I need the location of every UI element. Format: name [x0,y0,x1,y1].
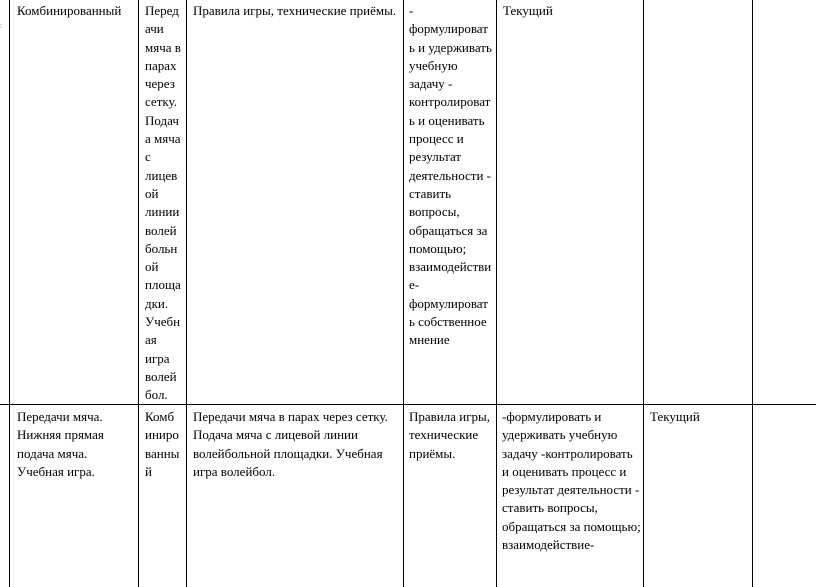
row1-content: Правила игры, технические приёмы. [193,3,397,18]
column-divider [138,0,139,587]
row1-topic: Перед ачи мяча в парах через сетку. Подач а мяча с лицев ой линии волей больн ой площа дки. Учебн ая игра волей бол. [145,3,181,403]
column-divider [496,0,497,587]
row2-competencies: -формулировать и удерживать учебную задачу -контролировать и оценивать процесс и результат деятельности - ставить вопросы, обращаться за помощью; взаимодействие- [502,409,641,553]
row1-control-type: Текущий [503,3,553,18]
row2-knowledge: Правила игры, технические приёмы. [409,409,491,461]
row1-lesson-type: Комбинированный [17,3,122,18]
row2-control-type: Текущий [650,409,700,424]
column-divider [9,0,10,587]
row2-topic: Передачи мяча. Нижняя прямая подача мяча. Учебная игра. [17,409,104,479]
row2-lesson-type: Комб иниро ванны й [145,409,180,479]
row-divider [0,404,816,405]
column-divider [403,0,404,587]
column-divider [752,0,753,587]
column-divider [186,0,187,587]
column-divider [643,0,644,587]
row2-content: Передачи мяча в парах через сетку. Подача мяча с лицевой линии волейбольной площадки. Учебная игра волейбол. [193,409,388,479]
edge-mark: : [0,22,2,30]
row1-competencies: - формулировать и удерживать учебную задачу - контролировать и оценивать процесс и результат деятельности - ставить вопросы, обращаться за помощью; взаимодействие- формулировать собственное мнение [409,3,492,348]
